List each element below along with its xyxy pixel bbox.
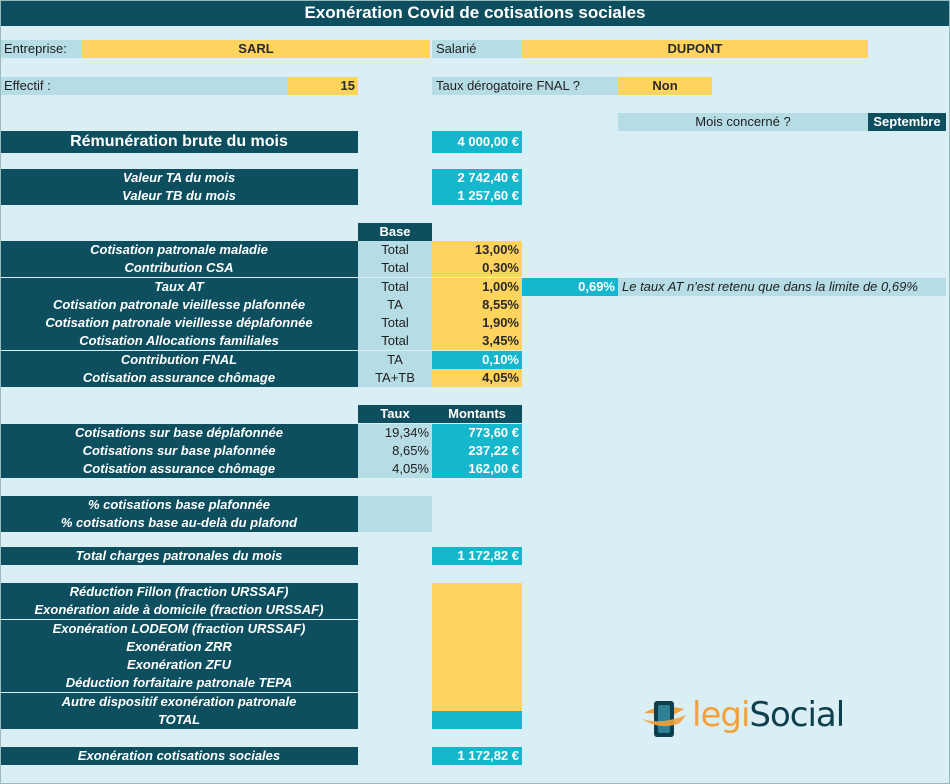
cotisation-base: Total xyxy=(358,259,432,277)
legisocial-logo xyxy=(640,693,870,743)
reduction-label: Exonération LODEOM (fraction URSSAF) xyxy=(0,620,358,638)
pourcentage-value xyxy=(358,496,432,514)
cotisation-base: Total xyxy=(358,278,432,296)
reduction-label: Réduction Fillon (fraction URSSAF) xyxy=(0,583,358,601)
reduction-field[interactable] xyxy=(432,674,522,693)
reduction-field[interactable] xyxy=(432,601,522,620)
montant-taux: 4,05% xyxy=(358,460,432,478)
cotisation-label: Contribution FNAL xyxy=(0,351,358,369)
montant-taux: 8,65% xyxy=(358,442,432,460)
cotisation-label: Cotisation patronale vieillesse plafonnée xyxy=(0,296,358,314)
remuneration-label: Rémunération brute du mois xyxy=(0,131,358,153)
cotisation-rate-field[interactable]: 13,00% xyxy=(432,241,522,259)
reduction-field[interactable] xyxy=(432,693,522,712)
mois-select[interactable]: Septembre xyxy=(868,113,946,131)
legisocial-logo-icon xyxy=(640,695,688,741)
tranche-label: Valeur TA du mois xyxy=(0,169,358,187)
tranche-value: 2 742,40 € xyxy=(432,169,522,187)
cotisation-rate-field[interactable]: 8,55% xyxy=(432,296,522,314)
montants-header: Montants xyxy=(432,405,522,423)
cotisation-label: Taux AT xyxy=(0,278,358,296)
reduction-field[interactable] xyxy=(432,583,522,602)
cotisation-label: Cotisation patronale vieillesse déplafonnée xyxy=(0,314,358,332)
reduction-label: Déduction forfaitaire patronale TEPA xyxy=(0,674,358,692)
montant-label: Cotisation assurance chômage xyxy=(0,460,358,478)
montant-value: 162,00 € xyxy=(432,460,522,478)
entreprise-field[interactable]: SARL xyxy=(82,40,430,58)
cotisation-rate-field[interactable]: 1,90% xyxy=(432,314,522,332)
reduction-label: TOTAL xyxy=(0,711,358,729)
base-header: Base xyxy=(358,223,432,241)
sheet-title: Exonération Covid de cotisations sociales xyxy=(0,0,950,26)
montant-taux: 19,34% xyxy=(358,424,432,442)
at-limit-note: Le taux AT n'est retenu que dans la limite de 0,69% xyxy=(618,278,946,296)
cotisation-label: Contribution CSA xyxy=(0,259,358,277)
remuneration-field[interactable]: 4 000,00 € xyxy=(432,131,522,153)
cotisation-base: TA xyxy=(358,351,432,369)
reduction-field[interactable] xyxy=(432,656,522,675)
effectif-label: Effectif : xyxy=(0,77,288,95)
cotisation-base: TA xyxy=(358,296,432,314)
taux-header: Taux xyxy=(358,405,432,423)
cotisation-label: Cotisation Allocations familiales xyxy=(0,332,358,350)
tranche-value: 1 257,60 € xyxy=(432,187,522,205)
mois-label: Mois concerné ? xyxy=(618,113,868,131)
reduction-field[interactable] xyxy=(432,620,522,639)
cotisation-rate-field[interactable]: 3,45% xyxy=(432,332,522,350)
cotisation-label: Cotisation patronale maladie xyxy=(0,241,358,259)
cotisation-base: Total xyxy=(358,314,432,332)
exoneration-label: Exonération cotisations sociales xyxy=(0,747,358,765)
total-charges-value: 1 172,82 € xyxy=(432,547,522,565)
at-limit-value: 0,69% xyxy=(522,278,618,296)
cotisation-base: TA+TB xyxy=(358,369,432,387)
cotisation-base: Total xyxy=(358,332,432,350)
reduction-label: Exonération ZRR xyxy=(0,638,358,656)
legisocial-logo-text: legiSocial xyxy=(692,695,845,735)
entreprise-label: Entreprise: xyxy=(0,40,82,58)
reduction-label: Autre dispositif exonération patronale xyxy=(0,693,358,711)
reduction-label: Exonération aide à domicile (fraction URSSAF) xyxy=(0,601,358,619)
pourcentage-label: % cotisations base plafonnée xyxy=(0,496,358,514)
montant-label: Cotisations sur base plafonnée xyxy=(0,442,358,460)
reduction-field[interactable] xyxy=(432,638,522,657)
salarie-label: Salarié xyxy=(432,40,522,58)
montant-value: 237,22 € xyxy=(432,442,522,460)
montant-value: 773,60 € xyxy=(432,424,522,442)
cotisation-rate-field[interactable]: 0,30% xyxy=(432,259,522,277)
cotisation-rate-field[interactable]: 1,00% xyxy=(432,278,522,296)
fnal-select[interactable]: Non xyxy=(618,77,712,95)
total-charges-label: Total charges patronales du mois xyxy=(0,547,358,565)
cotisation-rate-field[interactable]: 4,05% xyxy=(432,369,522,387)
fnal-label: Taux dérogatoire FNAL ? xyxy=(432,77,618,95)
cotisation-label: Cotisation assurance chômage xyxy=(0,369,358,387)
cotisation-rate-field[interactable]: 0,10% xyxy=(432,351,522,369)
effectif-field[interactable]: 15 xyxy=(288,77,358,95)
cotisation-base: Total xyxy=(358,241,432,259)
tranche-label: Valeur TB du mois xyxy=(0,187,358,205)
pourcentage-label: % cotisations base au-delà du plafond xyxy=(0,514,358,532)
reduction-total-field xyxy=(432,711,522,729)
pourcentage-value xyxy=(358,514,432,532)
reduction-label: Exonération ZFU xyxy=(0,656,358,674)
montant-label: Cotisations sur base déplafonnée xyxy=(0,424,358,442)
salarie-field[interactable]: DUPONT xyxy=(522,40,868,58)
exoneration-value: 1 172,82 € xyxy=(432,747,522,765)
